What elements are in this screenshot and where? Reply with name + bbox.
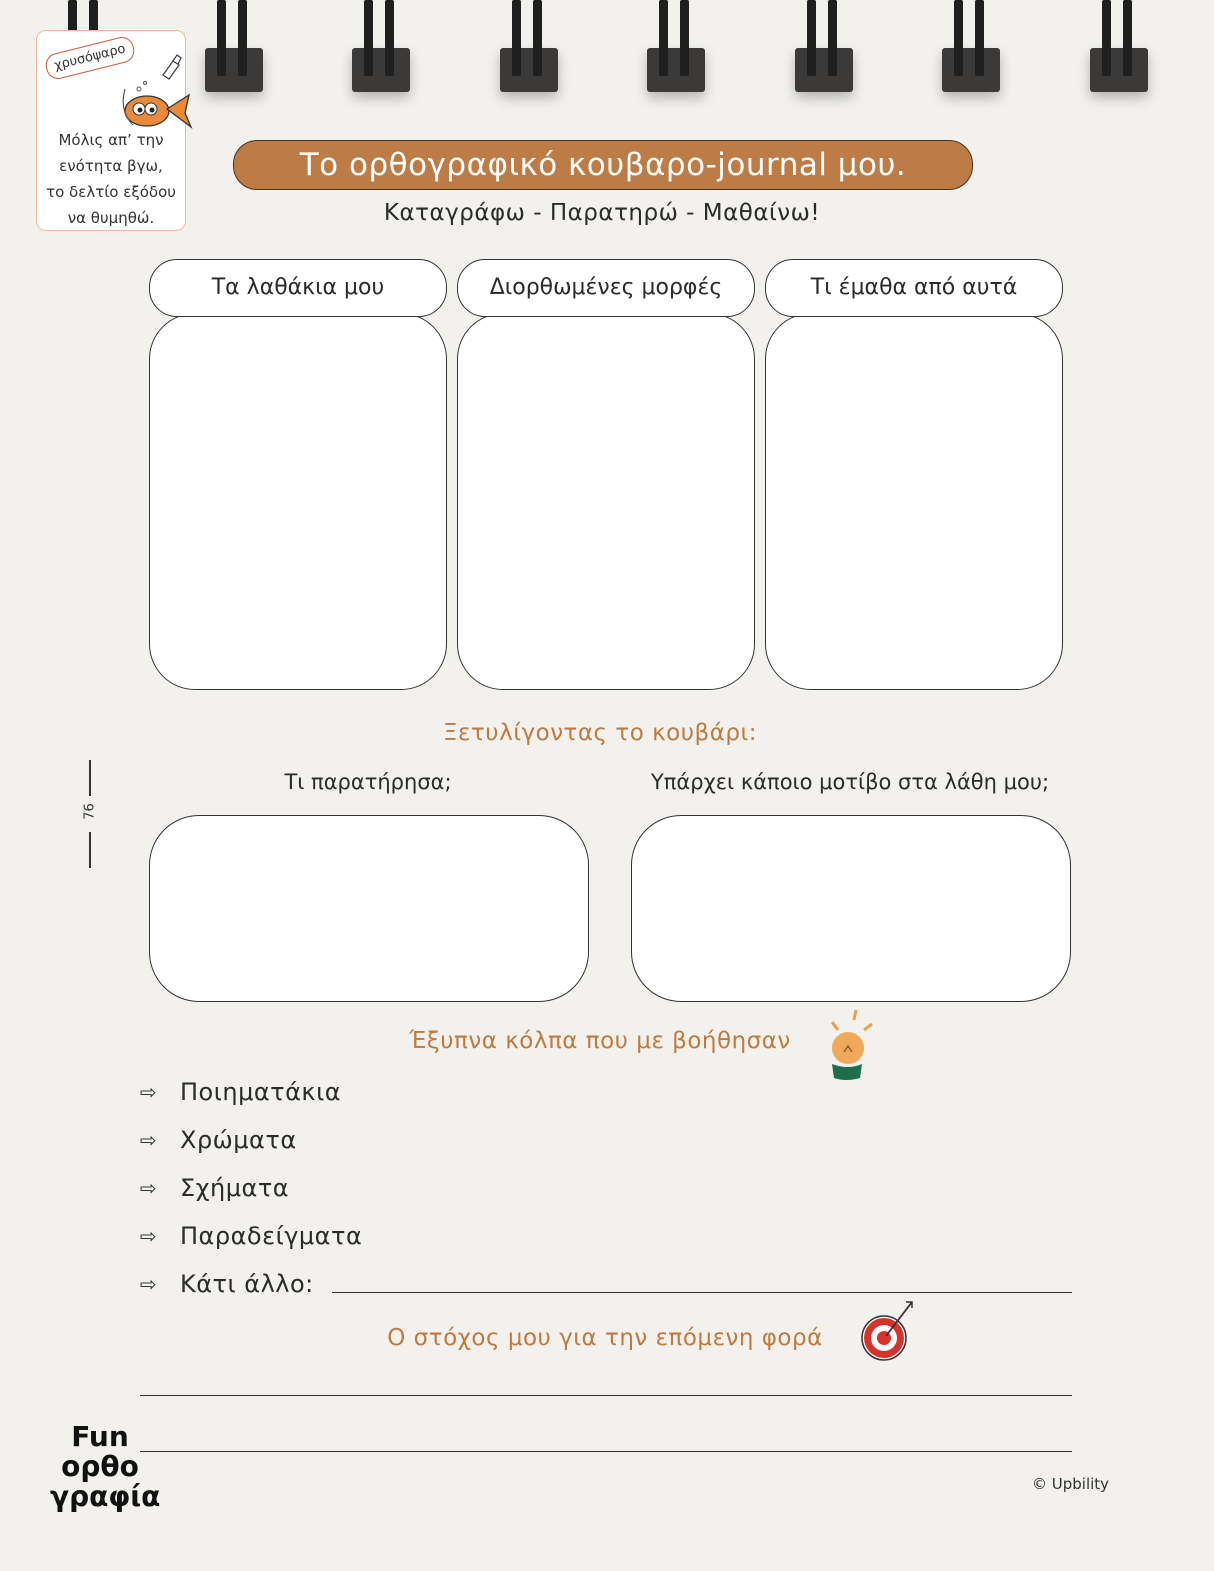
list-item-label: Ποιηματάκια [180,1078,342,1106]
note-line: ενότητα βγω, [59,157,163,175]
note-text [37,127,185,231]
page-title: Το ορθογραφικό κουβαρο-journal μου. [233,140,973,190]
other-answer-line[interactable] [332,1292,1072,1293]
logo-line: ορθο [61,1450,139,1483]
arrow-right-icon: ⇨ [140,1176,158,1200]
copyright: © Upbility [1032,1475,1110,1493]
binding-ring [500,0,558,92]
answer-box-pattern[interactable] [631,815,1071,1002]
reminder-note [36,30,186,231]
logo-line: γραφία [50,1480,161,1513]
list-item-label: Χρώματα [180,1126,297,1154]
goal-line-2[interactable] [140,1451,1072,1452]
column-box-mistakes[interactable] [149,313,447,690]
goldfish-icon [95,49,205,133]
list-item [140,1072,341,1112]
column-box-learned[interactable] [765,313,1063,690]
page-number: 76 [82,803,98,820]
list-item [140,1264,314,1304]
list-item-label: Σχήματα [180,1174,290,1202]
note-line: Μόλις απ’ την [58,131,164,149]
list-item-label: Κάτι άλλο: [180,1270,314,1298]
binding-ring [942,0,1000,92]
column-box-corrections[interactable] [457,313,755,690]
binding-ring [1090,0,1148,92]
lightbulb-icon [824,1008,878,1082]
goal-title: Ο στόχος μου για την επόμενη φορά [387,1325,823,1351]
binding-ring [352,0,410,92]
list-item [140,1120,297,1160]
arrow-right-icon: ⇨ [140,1272,158,1296]
list-item [140,1216,362,1256]
answer-box-observed[interactable] [149,815,589,1002]
fun-orthografia-logo [50,1420,161,1513]
list-item [140,1168,289,1208]
list-item-label: Παραδείγματα [180,1222,363,1250]
arrow-right-icon: ⇨ [140,1224,158,1248]
column-header-corrections: Διορθωμένες μορφές [457,259,755,317]
target-icon [858,1298,916,1364]
logo-line: Fun [71,1420,129,1453]
binding-ring [795,0,853,92]
column-header-learned: Τι έμαθα από αυτά [765,259,1063,317]
note-line: το δελτίο εξόδου [46,183,176,201]
arrow-right-icon: ⇨ [140,1128,158,1152]
question-pattern: Υπάρχει κάποιο μοτίβο στα λάθη μου; [650,770,1050,794]
binding-ring [205,0,263,92]
arrow-right-icon: ⇨ [140,1080,158,1104]
page-number-marker [80,760,100,870]
unwinding-title: Ξετυλίγοντας το κουβάρι: [443,720,757,746]
tricks-title: Έξυπνα κόλπα που με βοήθησαν [409,1028,791,1054]
question-observed: Τι παρατήρησα; [284,770,452,794]
page-subtitle: Καταγράφω - Παρατηρώ - Μαθαίνω! [383,200,821,226]
goal-line-1[interactable] [140,1395,1072,1396]
note-bubble-label: χρυσόψαρο [43,34,137,81]
binding-ring [647,0,705,92]
note-line: να θυμηθώ. [67,209,155,227]
column-header-mistakes: Τα λαθάκια μου [149,259,447,317]
